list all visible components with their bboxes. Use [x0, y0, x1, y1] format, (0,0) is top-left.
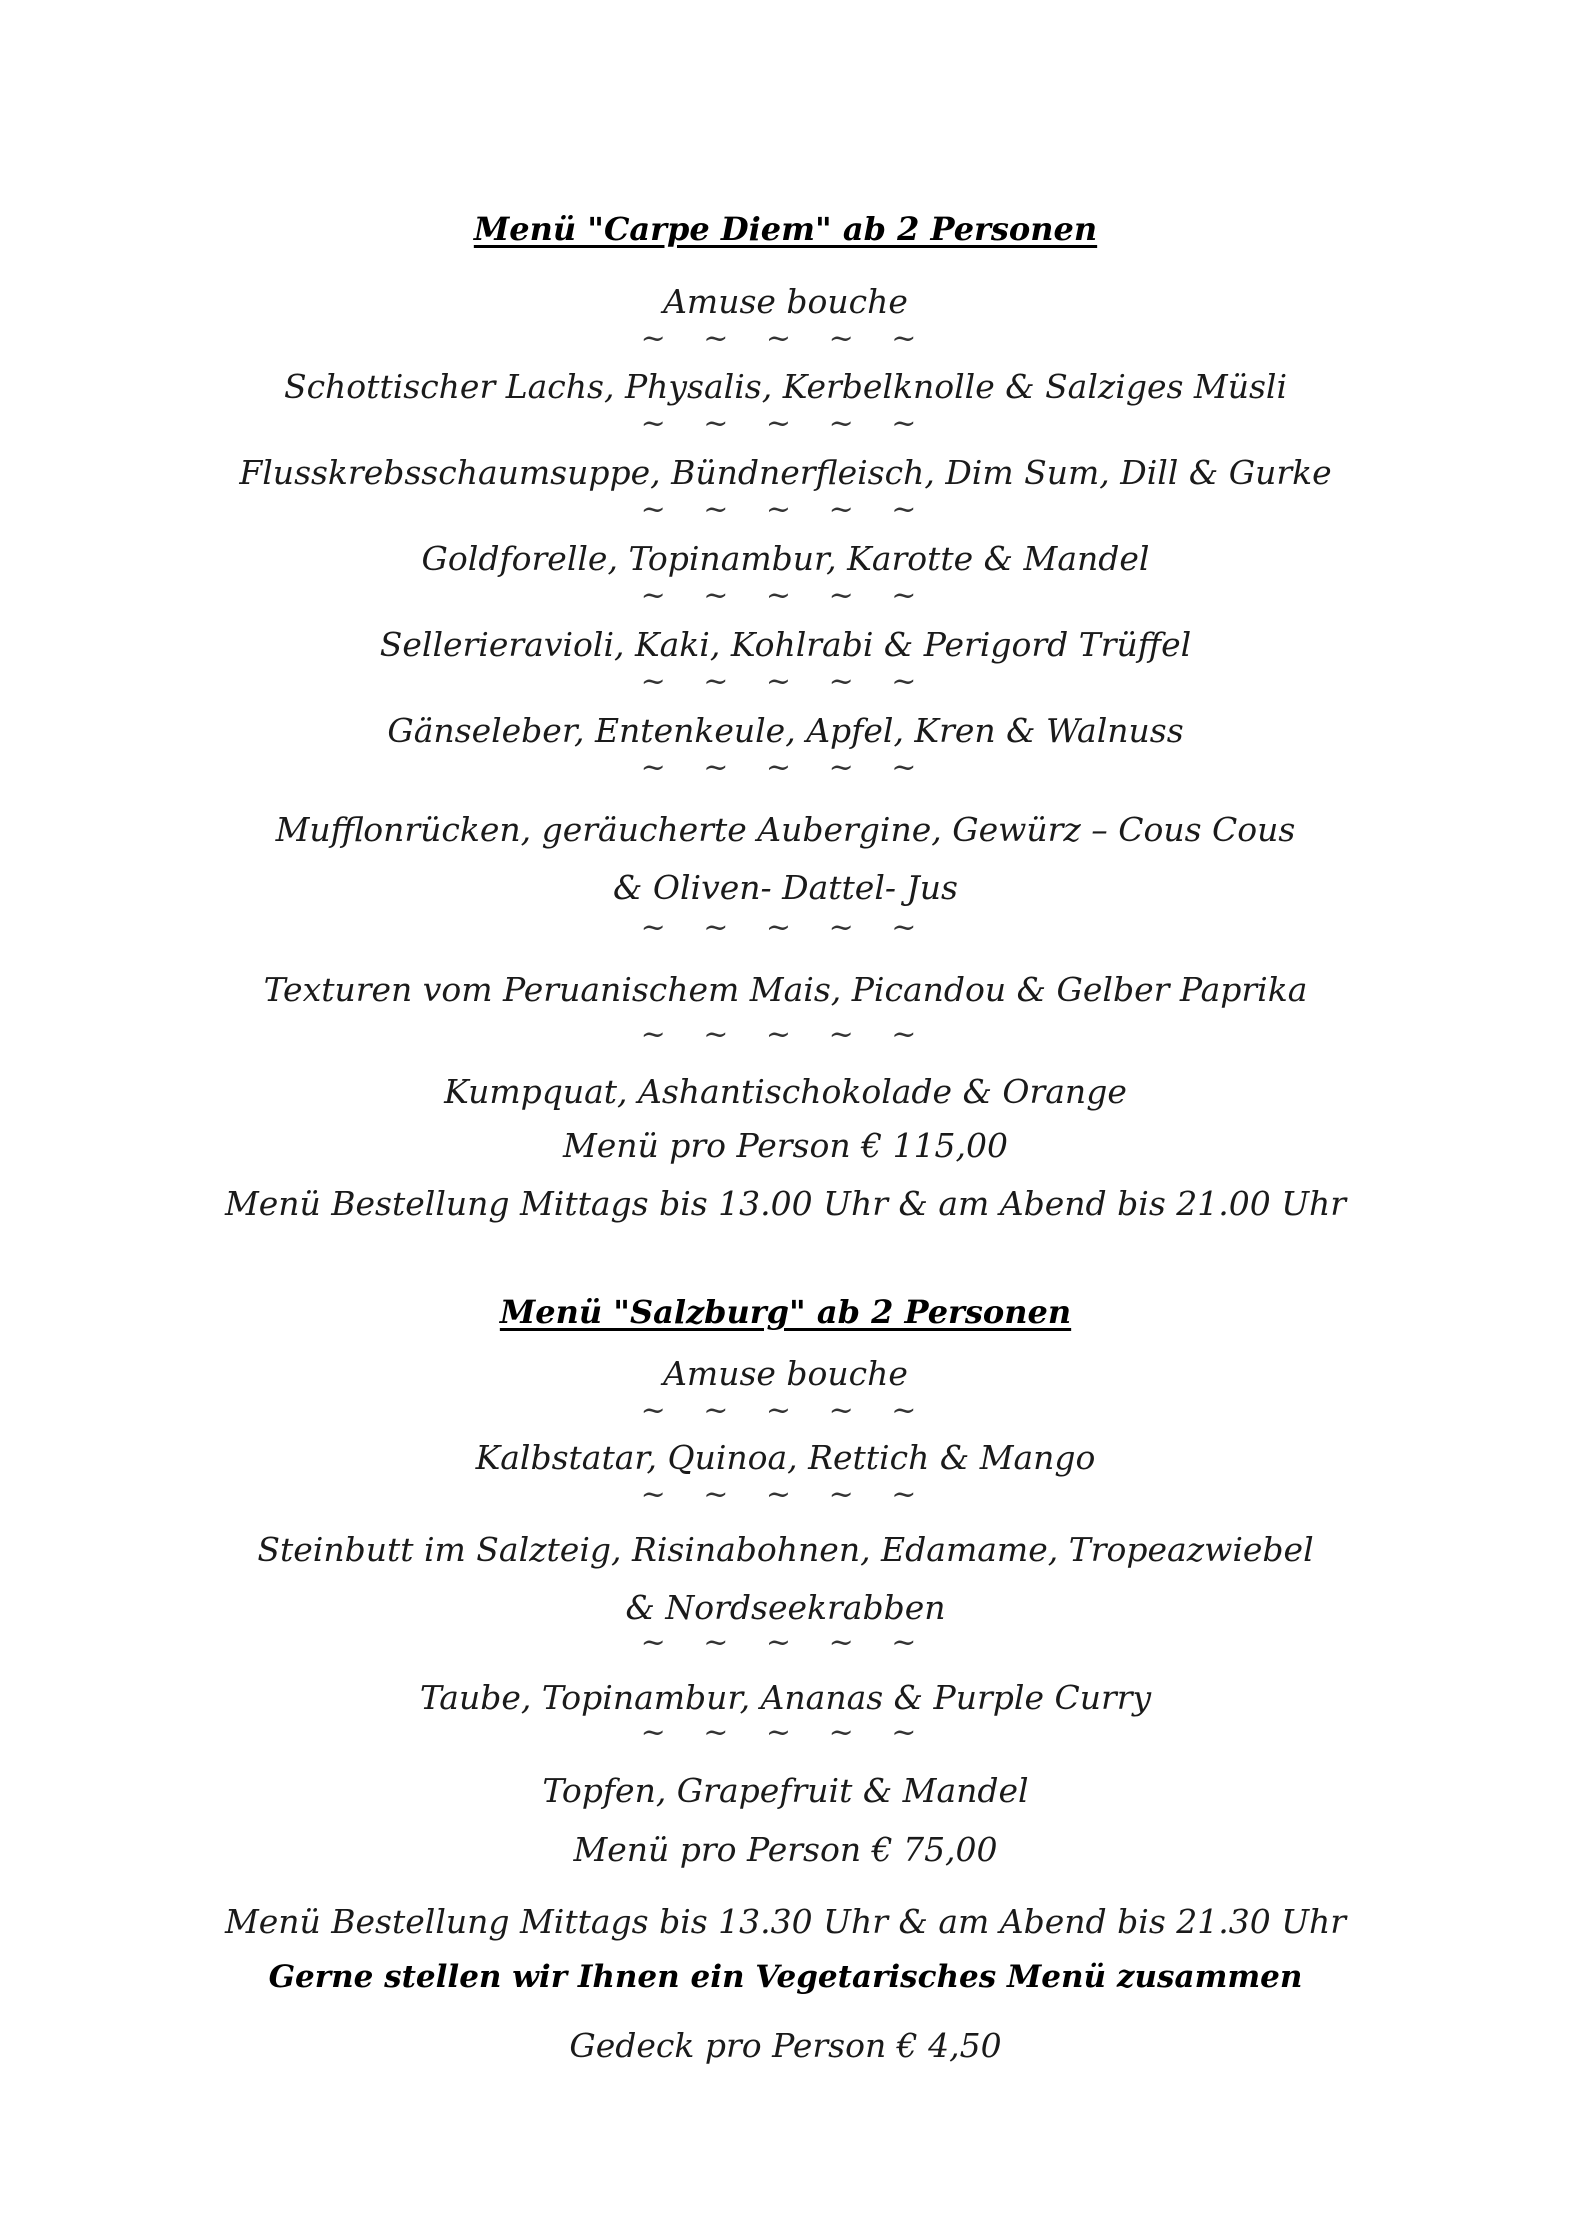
menu1-course-dessert: Kumpquat, Ashantischokolade & Orange — [444, 1072, 1127, 1111]
course-separator: ~ ~ ~ ~ ~ — [640, 664, 931, 699]
menu1-course-mufflon: Mufflonrücken, geräucherte Aubergine, Gewürz – Cous Cous — [275, 810, 1296, 849]
menu2-course-dessert: Topfen, Grapefruit & Mandel — [542, 1771, 1029, 1810]
course-separator: ~ ~ ~ ~ ~ — [640, 1017, 931, 1052]
course-separator: ~ ~ ~ ~ ~ — [640, 1625, 931, 1660]
menu2-course-amuse-bouche: Amuse bouche — [663, 1354, 908, 1393]
course-separator: ~ ~ ~ ~ ~ — [640, 1393, 931, 1428]
menu1-course-ravioli: Sellerieravioli, Kaki, Kohlrabi & Perigord Trüffel — [379, 625, 1192, 664]
menu1-course-amuse-bouche: Amuse bouche — [663, 282, 908, 321]
course-separator: ~ ~ ~ ~ ~ — [640, 1477, 931, 1512]
menu2-course-taube: Taube, Topinambur, Ananas & Purple Curry — [419, 1678, 1152, 1717]
menu1-course-mufflon-cont: & Oliven- Dattel- Jus — [613, 868, 958, 907]
course-separator: ~ ~ ~ ~ ~ — [640, 406, 931, 441]
menu1-course-gaenseleber: Gänseleber, Entenkeule, Apfel, Kren & Walnuss — [387, 711, 1184, 750]
menu2-order-time: Menü Bestellung Mittags bis 13.30 Uhr & am Abend bis 21.30 Uhr — [224, 1902, 1347, 1941]
course-separator: ~ ~ ~ ~ ~ — [640, 1715, 931, 1750]
menu1-course-lachs: Schottischer Lachs, Physalis, Kerbelknolle & Salziges Müsli — [283, 367, 1288, 406]
course-separator: ~ ~ ~ ~ ~ — [640, 321, 931, 356]
menu2-title: Menü "Salzburg" ab 2 Personen — [499, 1293, 1072, 1331]
menu2-course-kalbstatar: Kalbstatar, Quinoa, Rettich & Mango — [475, 1438, 1096, 1477]
course-separator: ~ ~ ~ ~ ~ — [640, 750, 931, 785]
cover-charge: Gedeck pro Person € 4,50 — [569, 2026, 1002, 2065]
menu1-price: Menü pro Person € 115,00 — [562, 1126, 1009, 1165]
course-separator: ~ ~ ~ ~ ~ — [640, 492, 931, 527]
menu1-order-time: Menü Bestellung Mittags bis 13.00 Uhr & am Abend bis 21.00 Uhr — [224, 1184, 1347, 1223]
menu1-course-suppe: Flusskrebsschaumsuppe, Bündnerfleisch, Dim Sum, Dill & Gurke — [239, 453, 1332, 492]
vegetarian-note: Gerne stellen wir Ihnen ein Vegetarisches Menü zusammen — [268, 1959, 1303, 1995]
menu2-price: Menü pro Person € 75,00 — [573, 1830, 998, 1869]
menu1-course-forelle: Goldforelle, Topinambur, Karotte & Mandel — [421, 539, 1150, 578]
menu1-course-mais: Texturen vom Peruanischem Mais, Picandou & Gelber Paprika — [263, 970, 1308, 1009]
menu2-course-steinbutt: Steinbutt im Salzteig, Risinabohnen, Edamame, Tropeazwiebel — [257, 1530, 1314, 1569]
menu1-title: Menü "Carpe Diem" ab 2 Personen — [473, 210, 1098, 248]
course-separator: ~ ~ ~ ~ ~ — [640, 578, 931, 613]
course-separator: ~ ~ ~ ~ ~ — [640, 910, 931, 945]
menu2-course-steinbutt-cont: & Nordseekrabben — [625, 1588, 946, 1627]
